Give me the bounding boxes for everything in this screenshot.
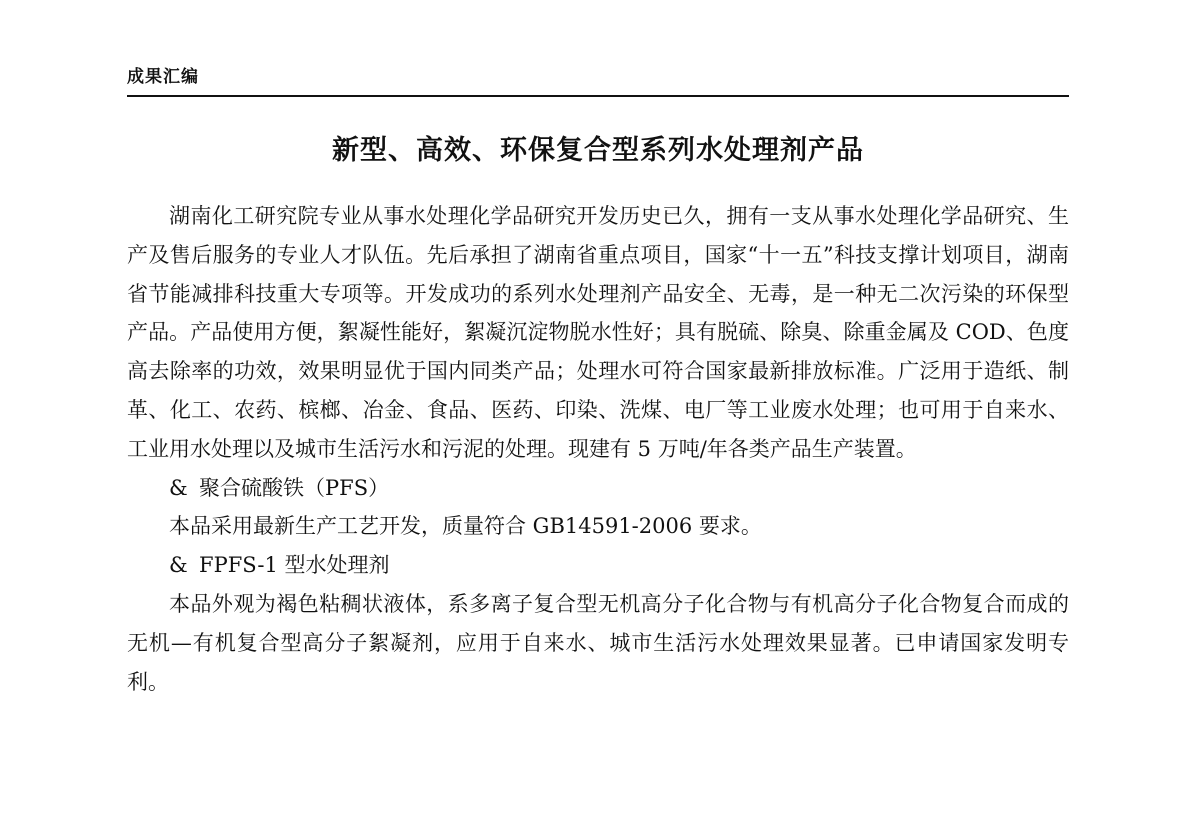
article-body [127,197,1069,701]
running-header: 成果汇编 [127,67,199,87]
bullet-marker: & [169,553,188,578]
bullet-marker: & [169,475,188,500]
product-heading-pfs [127,469,1069,508]
article-title: 新型、高效、环保复合型系列水处理剂产品 [332,135,864,166]
product-name: FPFS-1 型水处理剂 [199,553,390,578]
product-heading-fpfs [127,546,1069,585]
intro-paragraph: 湖南化工研究院专业从事水处理化学品研究开发历史已久，拥有一支从事水处理化学品研究、生产及售后服务的专业人才队伍。先后承担了湖南省重点项目，国家“十一五”科技支撑计划项目，湖南省节能减排科技重大专项等。开发成功的系列水处理剂产品安全、无毒，是一种无二次污染的环保型产品。产品使用方便，絮凝性能好，絮凝沉淀物脱水性好；具有脱硫、除臭、除重金属及 COD、色度高去除率的功效，效果明显优于国内同类产品；处理水可符合国家最新排放标准。广泛用于造纸、制革、化工、农药、槟榔、冶金、食品、医药、印染、洗煤、电厂等工业废水处理；也可用于自来水、工业用水处理以及城市生活污水和污泥的处理。现建有 5 万吨/年各类产品生产装置。 [127,204,1069,461]
product-name: 聚合硫酸铁（PFS） [199,475,390,500]
product-description-fpfs: 本品外观为褐色粘稠状液体，系多离子复合型无机高分子化合物与有机高分子化合物复合而成的无机—有机复合型高分子絮凝剂，应用于自来水、城市生活污水处理效果显著。已申请国家发明专利。 [127,591,1069,694]
header-divider [127,95,1069,97]
product-description-pfs: 本品采用最新生产工艺开发，质量符合 GB14591-2006 要求。 [169,514,762,539]
